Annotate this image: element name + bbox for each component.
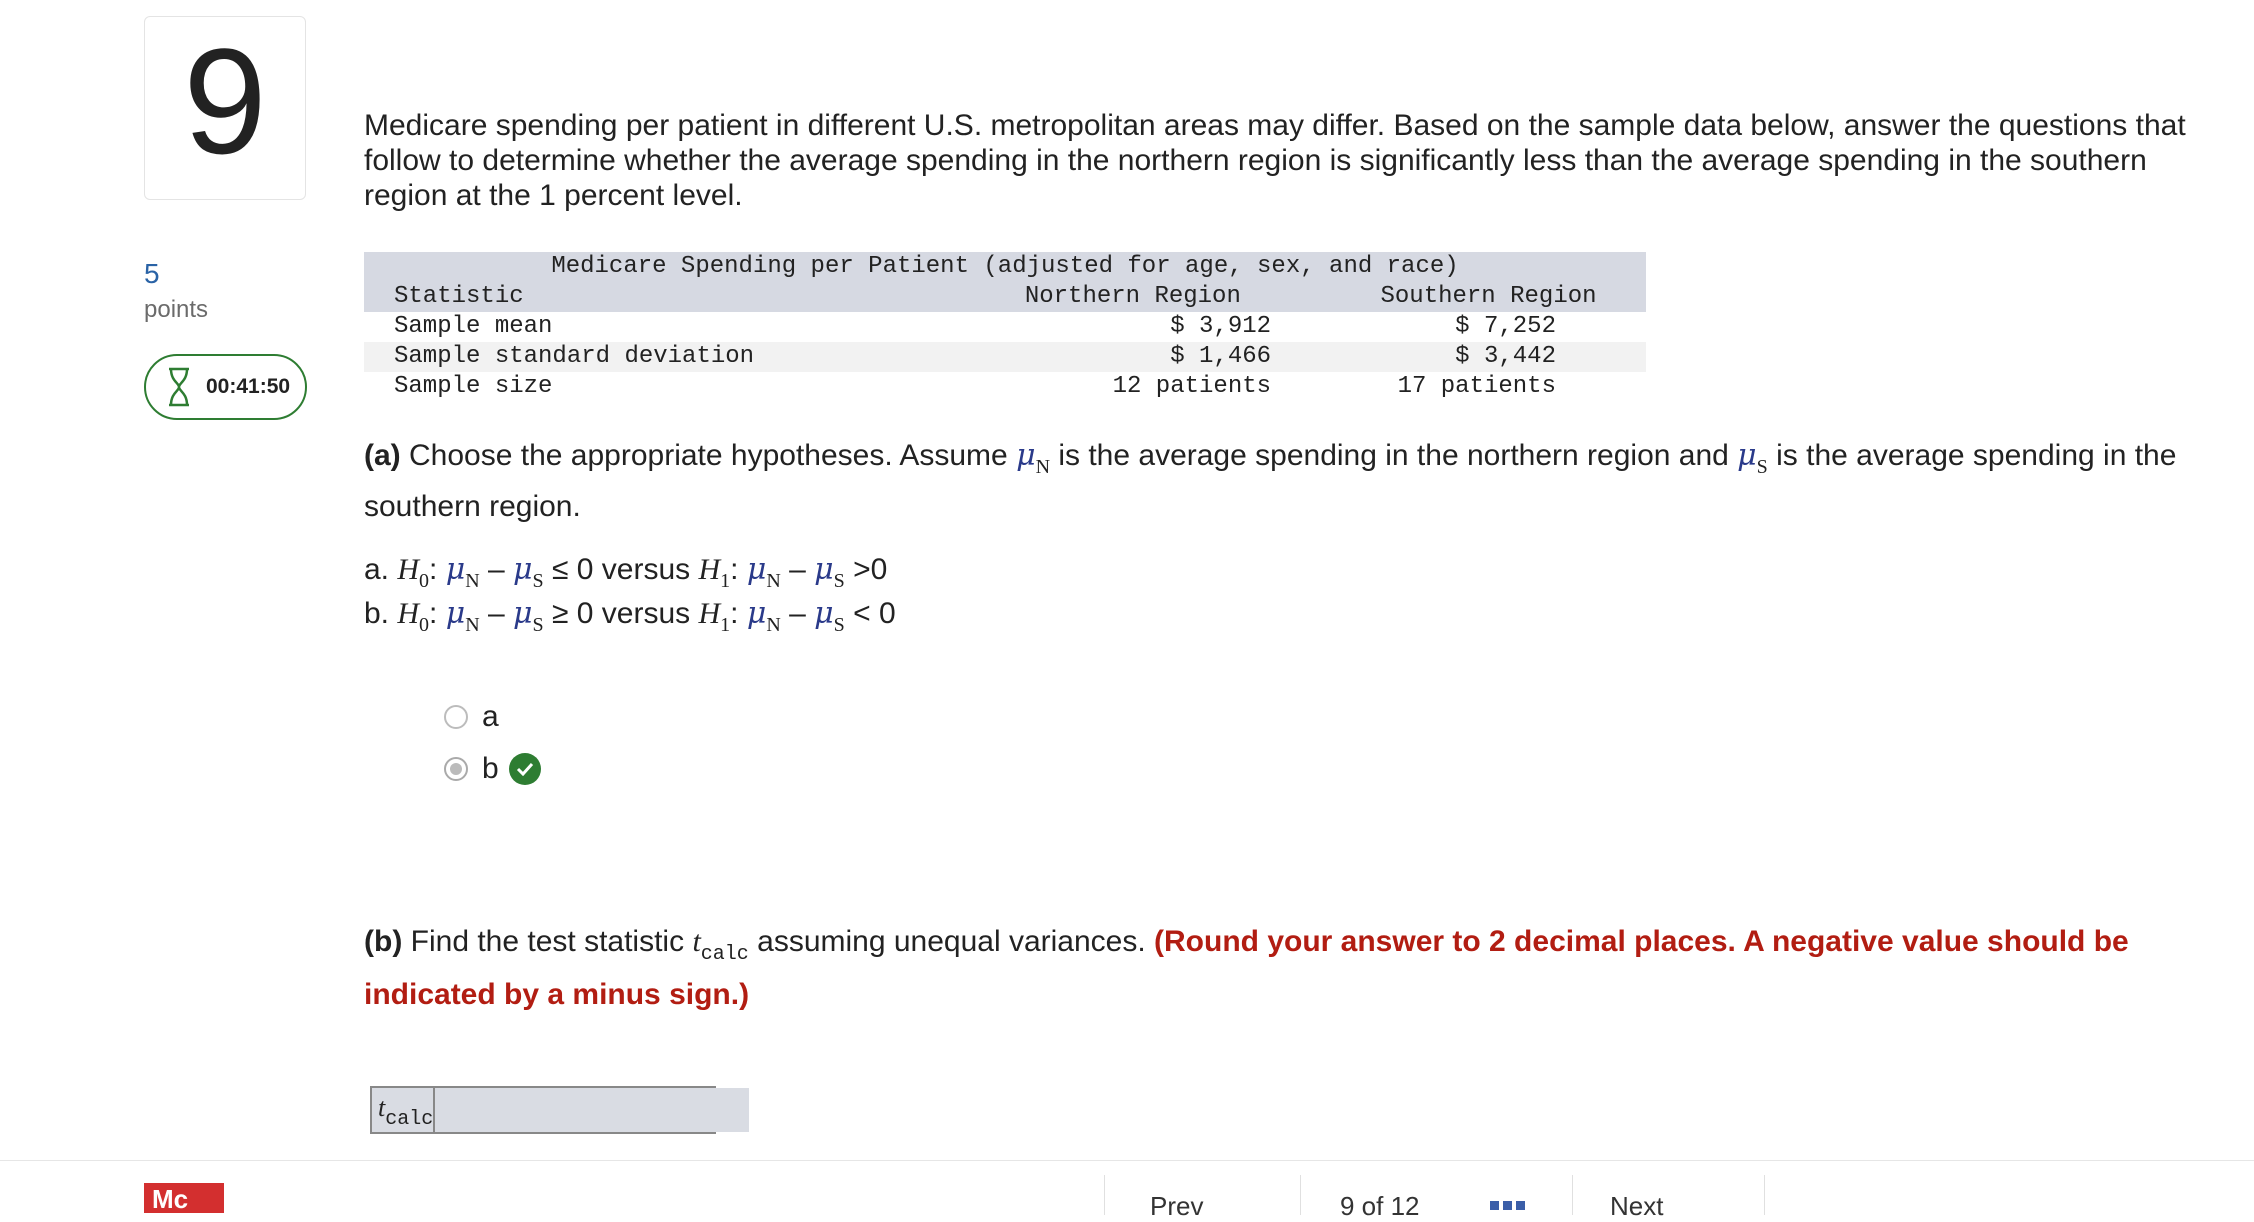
table-row	[364, 372, 1646, 402]
option-b[interactable]	[444, 752, 541, 786]
table-header-row	[364, 282, 1646, 312]
minus-sign: –	[780, 553, 815, 586]
question-number: 9	[183, 17, 267, 185]
table-cell: 17 patients	[1397, 373, 1556, 400]
part-a-text: is the average spending in the southern region.	[364, 439, 2177, 523]
colon: :	[730, 597, 747, 630]
subscript: S	[833, 570, 845, 592]
t-calc-input[interactable]	[435, 1088, 749, 1132]
table-cell: 12 patients	[1112, 373, 1272, 400]
condition: ≥ 0 versus	[543, 597, 699, 630]
answer-table	[370, 1086, 716, 1134]
subscript: S	[532, 614, 544, 636]
mu-symbol: μ	[513, 552, 533, 587]
subscript: S	[833, 614, 845, 636]
points-value: 5	[144, 258, 160, 289]
part-b-text: assuming unequal variances.	[748, 925, 1155, 958]
divider	[1572, 1175, 1573, 1215]
part-a-prompt	[364, 436, 2244, 527]
divider	[1300, 1175, 1301, 1215]
colon: :	[429, 597, 446, 630]
colon: :	[429, 553, 446, 586]
hypothesis-prefix: a.	[364, 553, 398, 586]
prev-button[interactable]: Prev	[1150, 1191, 1204, 1221]
question-number-box	[144, 16, 306, 200]
table-row	[364, 342, 1646, 372]
t-symbol: t	[378, 1093, 386, 1122]
h1-symbol: H	[698, 597, 721, 630]
data-table	[364, 252, 1646, 402]
divider	[1104, 1175, 1105, 1215]
table-row	[364, 312, 1646, 342]
part-b-prompt	[364, 922, 2244, 1015]
divider	[1764, 1175, 1765, 1215]
next-button[interactable]: Next	[1610, 1191, 1664, 1221]
subscript: S	[1756, 456, 1768, 478]
subscript: 1	[720, 614, 731, 636]
table-header: Southern Region	[1380, 283, 1597, 310]
subscript: calc	[700, 943, 749, 966]
table-title: Medicare Spending per Patient (adjusted for age, sex, and race)	[551, 253, 1459, 280]
subscript: N	[766, 570, 781, 592]
table-cell: Sample size	[394, 373, 553, 400]
radio-button[interactable]	[444, 757, 468, 781]
timer[interactable]	[144, 354, 307, 420]
subscript: S	[532, 570, 544, 592]
minus-sign: –	[479, 597, 514, 630]
hypothesis-prefix: b.	[364, 597, 398, 630]
table-cell: $ 7,252	[1455, 313, 1556, 340]
part-b-label: (b)	[364, 925, 403, 958]
option-label: b	[482, 752, 499, 785]
mu-symbol: μ	[445, 596, 466, 631]
minus-sign: –	[479, 553, 514, 586]
table-header: Statistic	[394, 283, 524, 310]
timer-text: 00:41:50	[206, 375, 291, 398]
subscript: 0	[419, 570, 430, 592]
mu-symbol: μ	[746, 552, 767, 587]
footer	[0, 1160, 2254, 1221]
table-title-row	[364, 252, 1646, 282]
table-cell: $ 1,466	[1170, 343, 1272, 370]
table-cell: Sample standard deviation	[394, 343, 755, 370]
mu-symbol: μ	[513, 596, 533, 631]
h1-symbol: H	[698, 553, 721, 586]
condition: ≤ 0 versus	[543, 553, 699, 586]
option-a[interactable]	[444, 700, 499, 734]
answer-label	[372, 1088, 435, 1132]
condition: >0	[844, 553, 888, 586]
table-cell: Sample mean	[394, 313, 553, 340]
page-indicator[interactable]: 9 of 12	[1340, 1191, 1420, 1221]
table-cell: $ 3,912	[1170, 313, 1272, 340]
grid-icon[interactable]	[1490, 1201, 1525, 1210]
subscript: 1	[720, 570, 731, 592]
points-label: points	[144, 296, 209, 323]
part-a-label: (a)	[364, 439, 401, 472]
subscript: N	[1035, 456, 1051, 478]
h0-symbol: H	[397, 553, 420, 586]
t-symbol: t	[692, 925, 701, 958]
subscript: calc	[385, 1108, 434, 1131]
colon: :	[730, 553, 747, 586]
subscript: N	[465, 614, 480, 636]
subscript: N	[465, 570, 480, 592]
table-cell: $ 3,442	[1455, 343, 1556, 370]
subscript: N	[766, 614, 781, 636]
mu-symbol: μ	[1016, 438, 1036, 473]
h0-symbol: H	[397, 597, 420, 630]
mu-symbol: μ	[814, 552, 834, 587]
hourglass-icon	[166, 367, 192, 407]
part-b-text: Find the test statistic	[410, 925, 693, 958]
question-text: Medicare spending per patient in different U.S. metropolitan areas may differ. Based on the sample data below, answer the questions that follow to determine whether the average spending in the northern region is significantly less than the average spending in the southern region at the 1 percent level.	[364, 109, 2186, 212]
mcgraw-hill-logo: Mc	[144, 1183, 224, 1213]
rounding-instruction: (Round your answer to 2 decimal places. A negative value should be indicated by a minus sign.)	[364, 925, 2129, 1011]
mu-symbol: μ	[814, 596, 834, 631]
condition: < 0	[844, 597, 896, 630]
subscript: 0	[419, 614, 430, 636]
minus-sign: –	[780, 597, 815, 630]
option-label: a	[482, 700, 499, 733]
checkmark-icon	[509, 753, 541, 785]
part-a-text: Choose the appropriate hypotheses. Assume	[409, 439, 1017, 472]
hypothesis-b	[364, 594, 896, 645]
mu-symbol: μ	[746, 596, 767, 631]
part-a-text: is the average spending in the northern region and	[1050, 439, 1738, 472]
table-header: Northern Region	[1024, 283, 1241, 310]
mu-symbol: μ	[445, 552, 466, 587]
radio-button[interactable]	[444, 705, 468, 729]
mu-symbol: μ	[1737, 438, 1757, 473]
